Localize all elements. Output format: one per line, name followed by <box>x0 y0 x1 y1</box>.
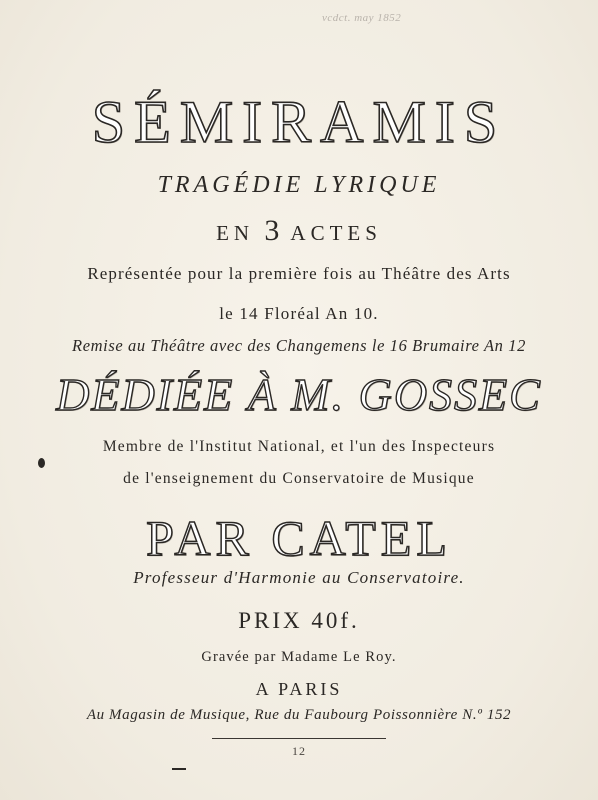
acts-word: ACTES <box>290 221 382 245</box>
publisher-address: Au Magasin de Musique, Rue du Faubourg Poissonnière N.º 152 <box>86 707 512 723</box>
acts-line <box>0 216 598 248</box>
composer-name: PAR CATEL <box>146 510 452 566</box>
ink-spot <box>38 458 45 468</box>
dedicatee-title-line-1: Membre de l'Institut National, et l'un des Inspecteurs <box>102 438 496 455</box>
publisher-city: A PARIS <box>255 679 343 699</box>
opera-subtitle: TRAGÉDIE LYRIQUE <box>157 172 441 198</box>
ink-mark <box>172 768 186 770</box>
divider-rule <box>212 738 386 739</box>
acts-prefix: EN <box>216 221 255 245</box>
dedicatee-title-line-2: de l'enseignement du Conservatoire de Musique <box>123 470 475 487</box>
acts-number: 3 <box>264 214 282 247</box>
first-performance-line: Représentée pour la première fois au Théâtre des Arts <box>87 264 511 283</box>
engraver-credit: Gravée par Madame Le Roy. <box>201 649 397 665</box>
dedication: DÉDIÉE À M. GOSSEC <box>56 369 542 420</box>
first-performance-date: le 14 Floréal An 10. <box>219 304 379 323</box>
price: PRIX 40f. <box>238 608 360 633</box>
revival-line: Remise au Théâtre avec des Changemens le 16 Brumaire An 12 <box>72 336 526 355</box>
composer-title: Professeur d'Harmonie au Conservatoire. <box>133 568 465 587</box>
pencil-note: vcdct. may 1852 <box>322 12 402 24</box>
plate-number: 12 <box>292 744 306 758</box>
opera-title: SÉMIRAMIS <box>91 89 507 155</box>
